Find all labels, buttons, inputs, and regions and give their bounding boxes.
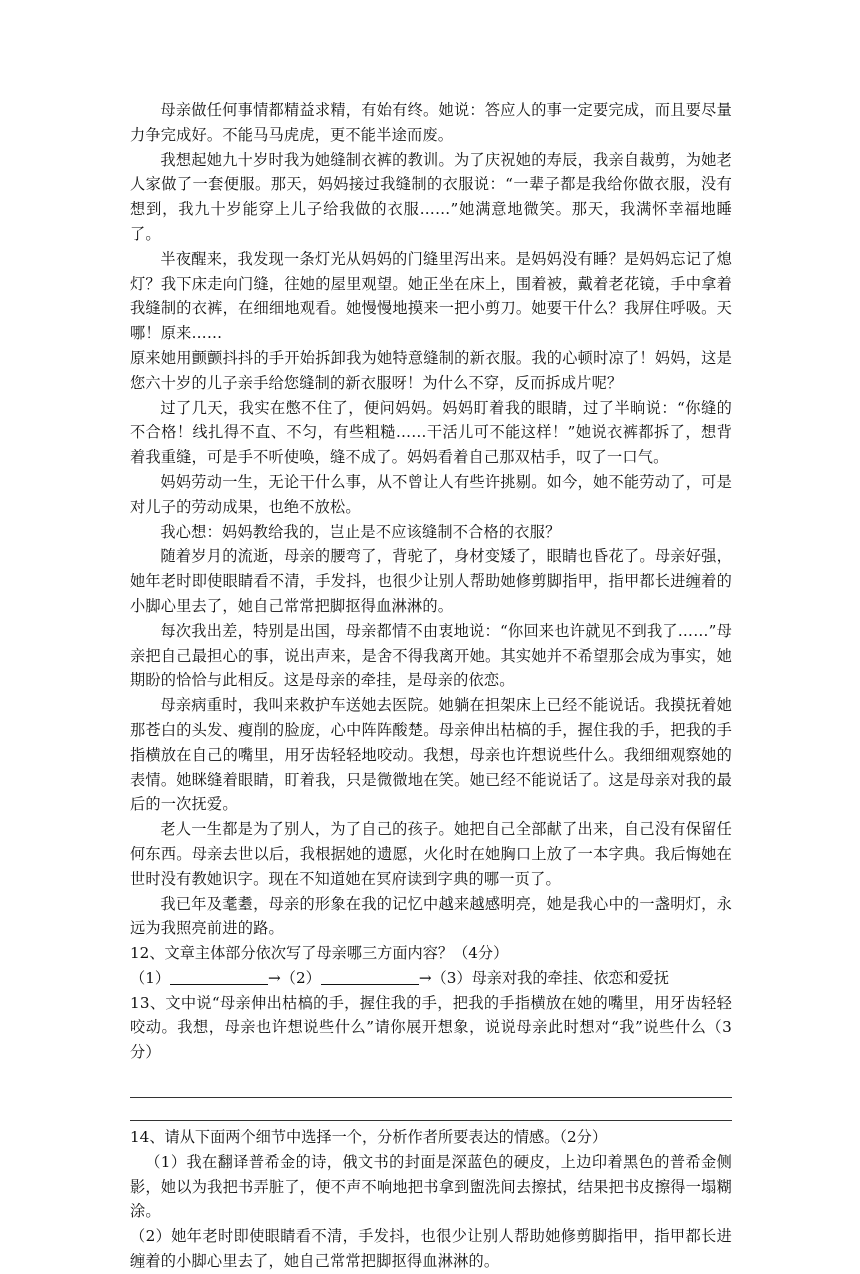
paragraph: 我已年及耄耋，母亲的形象在我的记忆中越来越感明亮，她是我心中的一盏明灯，永远为我照亮前进的路。: [130, 894, 732, 938]
paragraph: 我心想：妈妈教给我的，岂止是不应该缝制不合格的衣服？: [160, 522, 561, 541]
q12-part3-label: →（3）母亲对我的牵挂、依恋和爱抚: [418, 968, 670, 987]
question-12-blanks: [130, 966, 732, 991]
question-12-title: 12、文章主体部分依次写了母亲哪三方面内容？（4分）: [130, 944, 509, 963]
paragraph: 半夜醒来，我发现一条灯光从妈妈的门缝里泻出来。是妈妈没有睡？是妈妈忘记了熄灯？我下床走向门缝，往她的屋里观望。她正坐在床上，围着被，戴着老花镜，手中拿着我缝制的衣裤，在细细地观看。她慢慢地摸来一把小剪刀。她要干什么？我屏住呼吸。天哪！原来……: [130, 249, 732, 343]
q12-part1-label: （1）: [130, 968, 171, 987]
question-12: [130, 941, 732, 991]
question-14-option-2: （2）她年老时即使眼睛看不清，手发抖，也很少让别人帮助她修剪脚指甲，指甲都长进缠着的小脚心里去了，她自己常常把脚抠得血淋淋的。: [130, 1227, 732, 1271]
q12-blank-1[interactable]: [170, 968, 268, 985]
paragraph: 随着岁月的流逝，母亲的腰弯了，背驼了，身材变矮了，眼睛也昏花了。母亲好强，她年老时即使眼睛看不清，手发抖，也很少让别人帮助她修剪脚指甲，指甲都长进缠着的小脚心里去了，她自己常常把脚抠得血淋淋的。: [130, 547, 732, 615]
question-14-option-1: （1）我在翻译普希金的诗，俄文书的封面是深蓝色的硬皮，上边印着黑色的普希金侧影，她以为我把书弄脏了，便不声不响地把书拿到盥洗间去擦拭，结果把书皮擦得一塌糊涂。: [130, 1152, 732, 1221]
paragraph: 老人一生都是为了别人，为了自己的孩子。她把自己全部献了出来，自己没有保留任何东西。母亲去世以后，我根据她的遗愿，火化时在她胸口上放了一本字典。我后悔她在世时没有教她识字。现在不知道她在冥府读到字典的哪一页了。: [130, 820, 732, 888]
paragraph: 每次我出差，特别是出国，母亲都情不由衷地说：“你回来也许就见不到我了……”母亲把自己最担心的事，说出声来，是舍不得我离开她。其实她并不希望那会成为事实，她期盼的恰恰与此相反。这是母亲的牵挂，是母亲的依恋。: [130, 621, 732, 690]
paragraph: 母亲病重时，我叫来救护车送她去医院。她躺在担架床上已经不能说话。我摸抚着她那苍白的头发、瘦削的脸庞，心中阵阵酸楚。母亲伸出枯槁的手，握住我的手，把我的手指横放在自己的嘴里，用牙齿轻轻地咬动。我想，母亲也许想说些什么。我细细观察她的表情。她眯缝着眼睛，盯着我，只是微微地在笑。她已经不能说话了。这是母亲对我的最后的一次抚爱。: [130, 696, 732, 814]
paragraph: 过了几天，我实在憋不住了，便问妈妈。妈妈盯着我的眼睛，过了半晌说：“你缝的不合格！线扎得不直、不匀，有些粗糙……干活儿可不能这样！”她说衣裤都拆了，想背着我重缝，可是手不听使唤，缝不成了。妈妈看着自己那双枯手，叹了一口气。: [130, 398, 732, 467]
q12-part2-label: →（2）: [268, 968, 321, 987]
paragraph: 原来她用颤颤抖抖的手开始拆卸我为她特意缝制的新衣服。我的心顿时凉了！妈妈，这是您六十岁的儿子亲手给您缝制的新衣服呀！为什么不穿，反而拆成片呢？: [130, 348, 732, 392]
passage: [130, 98, 732, 941]
paragraph: 我想起她九十岁时我为她缝制衣裤的教训。为了庆祝她的寿辰，我亲自裁剪，为她老人家做了一套便服。那天，妈妈接过我缝制的衣服说：“一辈子都是我给你做衣服，没有想到，我九十岁能穿上儿子给我做的衣服……”她满意地微笑。那天，我满怀幸福地睡了。: [130, 150, 732, 243]
document-page: [130, 98, 732, 1274]
question-13: [130, 991, 732, 1125]
q12-blank-2[interactable]: [321, 968, 419, 985]
paragraph: 妈妈劳动一生，无论干什么事，从不曾让人有些许挑剔。如今，她不能劳动了，可是对儿子的劳动成果，也绝不放松。: [130, 472, 732, 516]
paragraph: 母亲做任何事情都精益求精，有始有终。她说：答应人的事一定要完成，而且要尽量力争完成好。不能马马虎虎，更不能半途而废。: [130, 101, 732, 144]
question-14-title: 14、请从下面两个细节中选择一个，分析作者所要表达的情感。（2分）: [130, 1128, 608, 1147]
question-13-text: 13、文中说“母亲伸出枯槁的手，握住我的手，把我的手指横放在她的嘴里，用牙齿轻轻咬动。我想，母亲也许想说些什么”请你展开想象，说说母亲此时想对“我”说些什么（3分）: [130, 993, 732, 1062]
question-14: [130, 1125, 732, 1274]
